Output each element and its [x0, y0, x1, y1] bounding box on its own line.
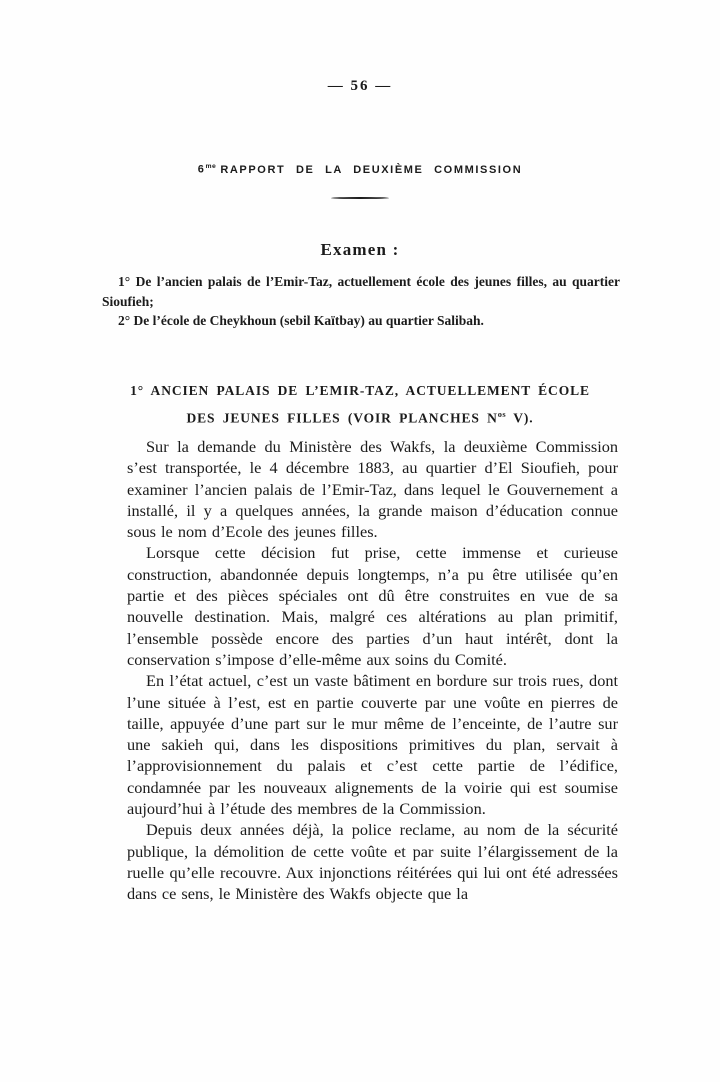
agenda-item-2: [102, 311, 620, 331]
planches-number-superscript: os: [497, 409, 507, 419]
report-title-text: RAPPORT DE LA DEUXIÈME COMMISSION: [220, 163, 523, 176]
header-divider-rule: [331, 197, 389, 199]
section-heading-line-2-end: V).: [506, 410, 534, 425]
page-number: — 56 —: [327, 78, 393, 94]
body-paragraph-2: Lorsque cette décision fut prise, cette immense et curieuse construction, abandonnée depuis longtemps, n’a pu être utilisée qu’en partie et des pièces spéciales ont dû être construites en vue de sa nouvelle destination. Mais, malgré ces altérations au plan primitif, l’ensemble possède encore des parties d’un haut intérêt, dont la conservation s’impose d’elle-même aux soins du Comité.: [127, 543, 618, 669]
agenda-item-2-text: De l’école de Cheykhoun (sebil Kaïtbay) au quartier Salibah.: [133, 313, 484, 328]
section-heading: [0, 379, 720, 430]
agenda-item-2-number: 2°: [118, 313, 131, 328]
body-paragraph-1: Sur la demande du Ministère des Wakfs, la deuxième Commission s’est transportée, le 4 décembre 1883, au quartier d’El Sioufieh, pour examiner l’ancien palais de l’Emir-Taz, dans lequel le Gouvernement a installé, il y a quelques années, la grande maison d’éducation connue sous le nom d’Ecole des jeunes filles.: [127, 437, 618, 542]
report-title-number: 6: [197, 163, 206, 176]
examen-heading: Examen :: [320, 240, 400, 259]
section-heading-line-2-text: DES JEUNES FILLES (VOIR PLANCHES N: [186, 410, 498, 425]
agenda-item-1: [102, 272, 620, 311]
section-heading-number: 1°: [130, 383, 145, 398]
body-paragraph-4: Depuis deux années déjà, la police reclame, au nom de la sécurité publique, la démolition de cette voûte et par suite l’élargissement de la ruelle qu’elle recouvre. Aux injonctions réitérées qui lui ont été adressées dans ce sens, le Ministère des Wakfs objecte que la: [127, 820, 618, 904]
section-heading-line-1-text: ANCIEN PALAIS DE L’EMIR-TAZ, ACTUELLEMENT ÉCOLE: [150, 383, 590, 398]
agenda-item-1-text: De l’ancien palais de l’Emir-Taz, actuellement école des jeunes filles, au quartier Sioufieh;: [102, 274, 621, 309]
section-heading-line-2: [0, 403, 720, 430]
agenda-list: [102, 272, 620, 331]
section-heading-line-1: [0, 379, 720, 403]
report-title: [0, 163, 720, 176]
body-paragraph-3: En l’état actuel, c’est un vaste bâtiment en bordure sur trois rues, dont l’une située à l’est, est en partie couverte par une voûte en pierres de taille, appuyée d’une part sur le mur même de l’enceinte, de l’autre sur une sakieh qui, dans les dispositions primitives du plan, servait à l’approvisionnement du palais et c’est cette partie de l’édifice, condamnée par les nouveaux alignements de la voirie qui est soumise aujourd’hui à l’étude des membres de la Commission.: [127, 671, 618, 819]
report-title-ordinal-suffix: me: [205, 163, 217, 170]
agenda-item-1-number: 1°: [118, 274, 131, 289]
body-text: [127, 436, 618, 905]
